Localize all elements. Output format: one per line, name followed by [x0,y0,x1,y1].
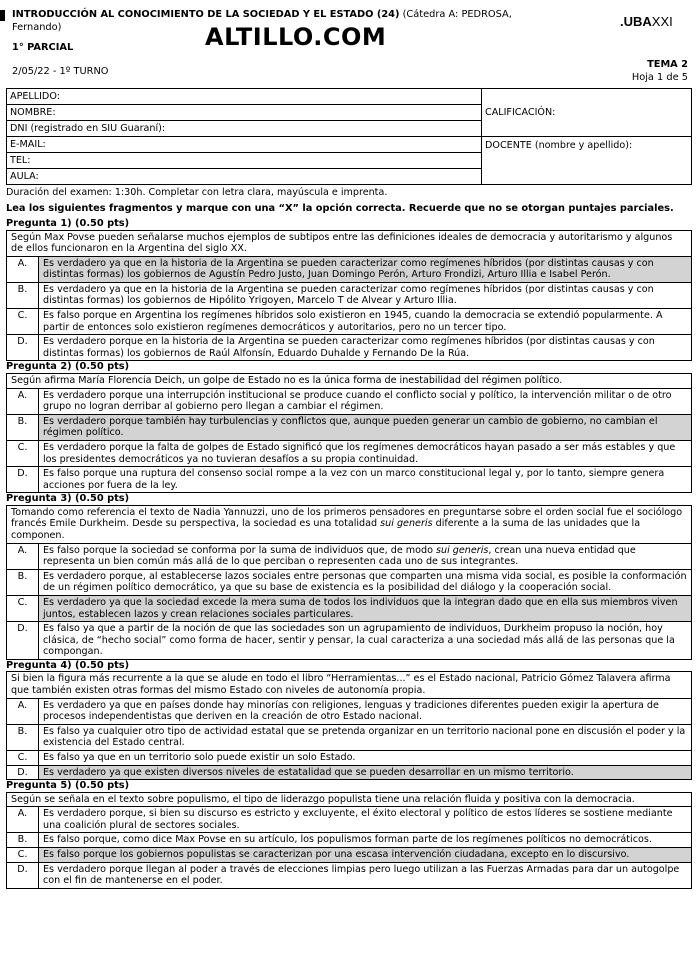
option-letter: B. [7,725,39,750]
option-text: Es verdadero porque, si bien su discurso es estricto y excluyente, el éxito electoral y político de estos líderes se sostiene mediante una coalición plural de sectores sociales. [43,808,673,831]
option[interactable] [7,595,691,621]
option[interactable] [7,334,691,360]
email-field[interactable]: E-MAIL: [7,137,482,153]
option-text: Es falso porque, como dice Max Povse en su artículo, los populismos forman parte de los regímenes políticos no democráticos. [43,834,652,846]
tema-label: TEMA 2 [647,59,688,70]
option[interactable] [7,750,691,765]
tema-block [632,58,688,84]
page-counter: Hoja 1 de 5 [631,72,688,83]
question-title: Pregunta 3) (0.50 pts) [6,493,130,505]
question-box [6,230,692,362]
option-text: Es verdadero porque una interrupción institucional se produce cuando el conflicto social y político, la intervención militar o de otro grupo no logran derribar al gobierno pero llegan a cambiar el régimen. [43,389,672,413]
option-letter: C. [7,596,39,621]
option-text: Es falso porque una ruptura del consenso social rompe a la vez con un marco constitucional legal y, por lo tanto, siempre genera acciones por fuera de la ley. [43,468,665,491]
option-text: Es falso ya cualquier otro tipo de actividad estatal que se pretenda organizar en un territorio nacional pone en discusión el poder y la existencia del Estado central. [43,725,686,749]
watermark: ALTILLO.COM [205,23,387,51]
option-text: Es falso ya que a partir de la noción de que las sociedades son un agrupamiento de individuos, Durkheim propuso la noción, hoy clásica, de “hecho social” como forma de hacer, sentir y pensar, la cual caracteriza a una sociedad más allá de las personas que la compongan. [43,623,675,658]
nombre-field[interactable]: NOMBRE: [7,105,482,121]
option-letter: D. [7,863,39,888]
option[interactable] [7,832,691,847]
option[interactable] [7,466,691,492]
exam-type: 1° PARCIAL [12,42,74,53]
docente-field[interactable]: DOCENTE (nombre y apellido): [482,137,692,185]
option[interactable] [7,698,691,724]
option[interactable] [7,765,691,780]
option-letter: A. [7,699,39,724]
option-letter: B. [7,570,39,595]
calificacion-field[interactable]: CALIFICACIÓN: [482,89,692,137]
option-letter: B. [7,833,39,847]
header-marker [0,10,5,21]
option-text: Es verdadero ya que en la historia de la Argentina se pueden caracterizar como regímenes híbridos (por distintas causas y con distintas formas) los gobiernos de Hipólito Yrigoyen, Marcelo T de Alvear y Arturo Illia. [43,283,654,307]
option[interactable] [7,256,691,282]
option[interactable] [7,621,691,659]
option-letter: A. [7,389,39,414]
option-letter: A. [7,544,39,569]
option[interactable] [7,308,691,334]
option-letter: D. [7,622,39,659]
option-letter: D. [7,467,39,492]
option-letter: B. [7,415,39,440]
instructions: Lea los siguientes fragmentos y marque con una “X” la opción correcta. Recuerde que no se otorgan puntajes parciales. [6,203,674,214]
course-title: INTRODUCCIÓN AL CONOCIMIENTO DE LA SOCIEDAD Y EL ESTADO (24) (Cátedra A: PEDROSA, Fernando) [12,9,512,33]
option-text: Es verdadero porque, al establecerse lazos sociales entre personas que comparten una misma vida social, es posible la conformación de un régimen político democrático, ya que su base de existencia es la posibilidad del diálogo y la cooperación social. [43,570,687,594]
dni-field[interactable]: DNI (registrado en SIU Guaraní): [7,121,482,137]
question-text: Tomando como referencia el texto de Nadia Yannuzzi, uno de los primeros pensadores en preguntarse sobre el orden social fue el sociólogo francés Emile Durkheim. Desde su perspectiva, la sociedad es una totalidad sui generis diferente a la suma de las unidades que la componen. [11,506,683,541]
question-text: Si bien la figura más recurrente a la que se alude en todo el libro “Herramientas...” es el Estado nacional, Patricio Gómez Talavera afirma que también existen otras formas del mismo Estado con niveles de autonomía propia. [11,673,671,696]
option[interactable] [7,414,691,440]
student-info-form [6,88,692,185]
option-letter: D. [7,335,39,360]
option-letter: D. [7,766,39,780]
option-text: Es verdadero porque en la historia de la Argentina se pueden caracterizar como regímenes híbridos (por distintas causas y con distintas formas) los gobiernos de Raúl Alfonsín, Eduardo Duhalde y Fernando De la Rúa. [43,336,655,359]
question-title: Pregunta 1) (0.50 pts) [6,218,130,229]
option[interactable] [7,724,691,750]
option[interactable] [7,847,691,862]
option[interactable] [7,388,691,414]
option[interactable] [7,569,691,595]
questions-list [6,218,692,889]
option-letter: A. [7,807,39,832]
option-text: Es verdadero ya que en la historia de la Argentina se pueden caracterizar como regímenes híbridos (por distintas causas y con distintas formas) los gobiernos de Agustín Pedro Justo, Juan Domingo Perón, Arturo Frondizi, Arturo Illia e Isabel Perón. [39,257,691,282]
option-text: Es verdadero ya que existen diversos niveles de estatalidad que se pueden desarrollar en un mismo territorio. [39,766,691,780]
option-letter: C. [7,441,39,466]
exam-date: 2/05/22 - 1º TURNO [12,66,109,77]
question-text: Según Max Povse pueden señalarse muchos ejemplos de subtipos entre las definiciones ideales de democracia y autoritarismo y algunos de ellos funcionaron en la Argentina del siglo XX. [11,231,673,255]
option[interactable] [7,806,691,832]
question-text: Según se señala en el texto sobre populismo, el tipo de liderazgo populista tiene una relación fluida y positiva con la democracia. [11,793,635,805]
question-text: Según afirma María Florencia Deich, un golpe de Estado no es la única forma de inestabilidad del régimen político. [11,374,563,386]
option[interactable] [7,543,691,569]
option-text: Es falso porque la sociedad se conforma por la suma de individuos que, de modo sui generis, crean una nueva entidad que representa un bien común más allá de lo que perciban o representen cada uno de sus integrantes. [43,544,636,568]
exam-duration: Duración del examen: 1:30h. Completar con letra clara, mayúscula e imprenta. [6,187,388,198]
option[interactable] [7,282,691,308]
option[interactable] [7,862,691,888]
option-text: Es verdadero ya que en países donde hay minorías con religiones, lenguas y tradiciones diferentes pueden exigir la apertura de procesos independentistas que deriven en la creación de otro Estado nacional. [43,699,659,723]
question-box [6,792,692,889]
option-letter: C. [7,848,39,862]
option-letter: B. [7,283,39,308]
option-text: Es verdadero porque llegan al poder a través de elecciones limpias pero luego utilizan a las Fuerzas Armadas para dar un autogolpe con el fin de mantenerse en el poder. [43,863,680,887]
question-box [6,505,692,660]
option-letter: C. [7,751,39,765]
option-text: Es falso ya que en un territorio solo puede existir un solo Estado. [43,751,356,763]
aula-field[interactable]: AULA: [7,169,482,185]
option-text: Es falso porque los gobiernos populistas se caracterizan por una escasa intervención ciudadana, excepto en lo discursivo. [39,848,691,862]
question-title: Pregunta 4) (0.50 pts) [6,659,130,671]
option-text: Es verdadero porque la falta de golpes de Estado significó que los regímenes democráticos hayan pasado a ser más estables y que los presidentes democráticos ya no tuvieran desafíos a su propia continuidad. [43,441,676,465]
uba-xxi-logo: .UBAXXI [620,14,673,29]
option-letter: C. [7,309,39,334]
option-text: Es falso porque en Argentina los regímenes híbridos solo existieron en 1945, cuando la democracia se extendió popularmente. A partir de entonces solo existieron regímenes democráticos y autoritarios, pero no un tercer tipo. [43,310,663,333]
question-title: Pregunta 5) (0.50 pts) [6,780,130,792]
option-text: Es verdadero ya que la sociedad excede la mera suma de todos los individuos que la integran dado que en ella sus miembros viven juntos, establecen lazos y crean relaciones sociales particulares. [39,596,691,621]
option[interactable] [7,440,691,466]
option-letter: A. [7,257,39,282]
question-box [6,671,692,780]
option-text: Es verdadero porque también hay turbulencias y conflictos que, aunque pueden generar un cambio de gobierno, no cambian el régimen político. [39,415,691,440]
apellido-field[interactable]: APELLIDO: [7,89,482,105]
question-title: Pregunta 2) (0.50 pts) [6,361,130,373]
question-box [6,373,692,493]
tel-field[interactable]: TEL: [7,153,482,169]
